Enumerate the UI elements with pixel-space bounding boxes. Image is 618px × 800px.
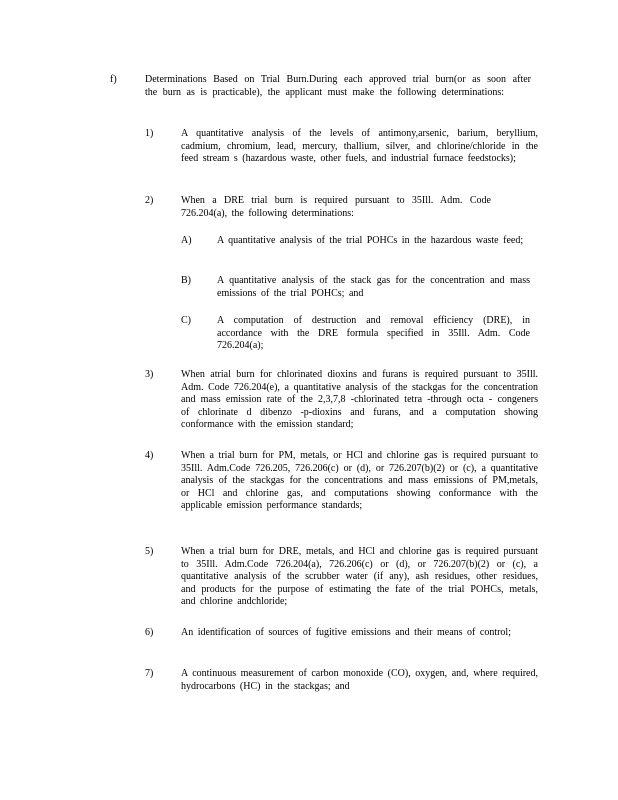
item-text: When a DRE trial burn is required pursuant to 35Ill. Adm. Code 726.204(a), the following determinations: bbox=[181, 195, 491, 219]
item-text: A quantitative analysis of the levels of antimony,arsenic, barium, beryllium, cadmium, chromium, lead, mercury, thallium, silver, and chlorine/chloride in the feed stream s (hazardous waste, other fuels, and industrial furnace feedstocks); bbox=[181, 128, 538, 165]
item-text: When a trial burn for DRE, metals, and HCl and chlorine gas is required pursuant to 35Ill. Adm.Code 726.204(a), 726.206(c) or (d), or 726.207(b)(2) or (c), a quantitative analysis of the scrubber water (if any), ash residues, other residues, and products for the purpose of estimating the fate of the trial POHCs, metals, and chlorine andchloride; bbox=[181, 546, 538, 608]
item-number: 4) bbox=[145, 450, 154, 461]
subitem-letter: B) bbox=[181, 275, 191, 286]
section-label: f) bbox=[110, 74, 117, 85]
item-text: A continuous measurement of carbon monoxide (CO), oxygen, and, where required, hydrocarbons (HC) in the stackgas; and bbox=[181, 668, 538, 692]
item-text: When a trial burn for PM, metals, or HCl and chlorine gas is required pursuant to 35Ill. Adm.Code 726.205, 726.206(c) or (d), or 726.207(b)(2) or (c), a quantitative analysis of the stackgas for the concentrations and mass emissions of PM,metals, or HCl and chlorine gas, and computations showing conformance with the applicable emission performance standards; bbox=[181, 450, 538, 512]
item-number: 2) bbox=[145, 195, 154, 206]
item-number: 6) bbox=[145, 627, 154, 638]
item-number: 5) bbox=[145, 546, 154, 557]
item-text: An identification of sources of fugitive emissions and their means of control; bbox=[181, 627, 511, 638]
subitem-letter: C) bbox=[181, 315, 191, 326]
item-number: 3) bbox=[145, 369, 154, 380]
item-number: 1) bbox=[145, 128, 154, 139]
section-intro-text: Determinations Based on Trial Burn.During each approved trial burn(or as soon after the burn as is practicable), the applicant must make the following determinations: bbox=[145, 74, 531, 98]
subitem-text: A computation of destruction and removal efficiency (DRE), in accordance with the DRE formula specified in 35Ill. Adm. Code 726.204(a); bbox=[217, 315, 530, 352]
item-number: 7) bbox=[145, 668, 154, 679]
item-text: When atrial burn for chlorinated dioxins and furans is required pursuant to 35Ill. Adm. Code 726.204(e), a quantitative analysis of the stackgas for the concentration and mass emission rate of the 2,3,7,8 -chlorinated tetra -through octa - congeners of chlorinate d dibenzo -p-dioxins and furans, and a computation showing conformance with the emission standard; bbox=[181, 369, 538, 431]
subitem-letter: A) bbox=[181, 235, 192, 246]
subitem-text: A quantitative analysis of the trial POHCs in the hazardous waste feed; bbox=[217, 235, 524, 246]
subitem-text: A quantitative analysis of the stack gas for the concentration and mass emissions of the trial POHCs; and bbox=[217, 275, 530, 299]
